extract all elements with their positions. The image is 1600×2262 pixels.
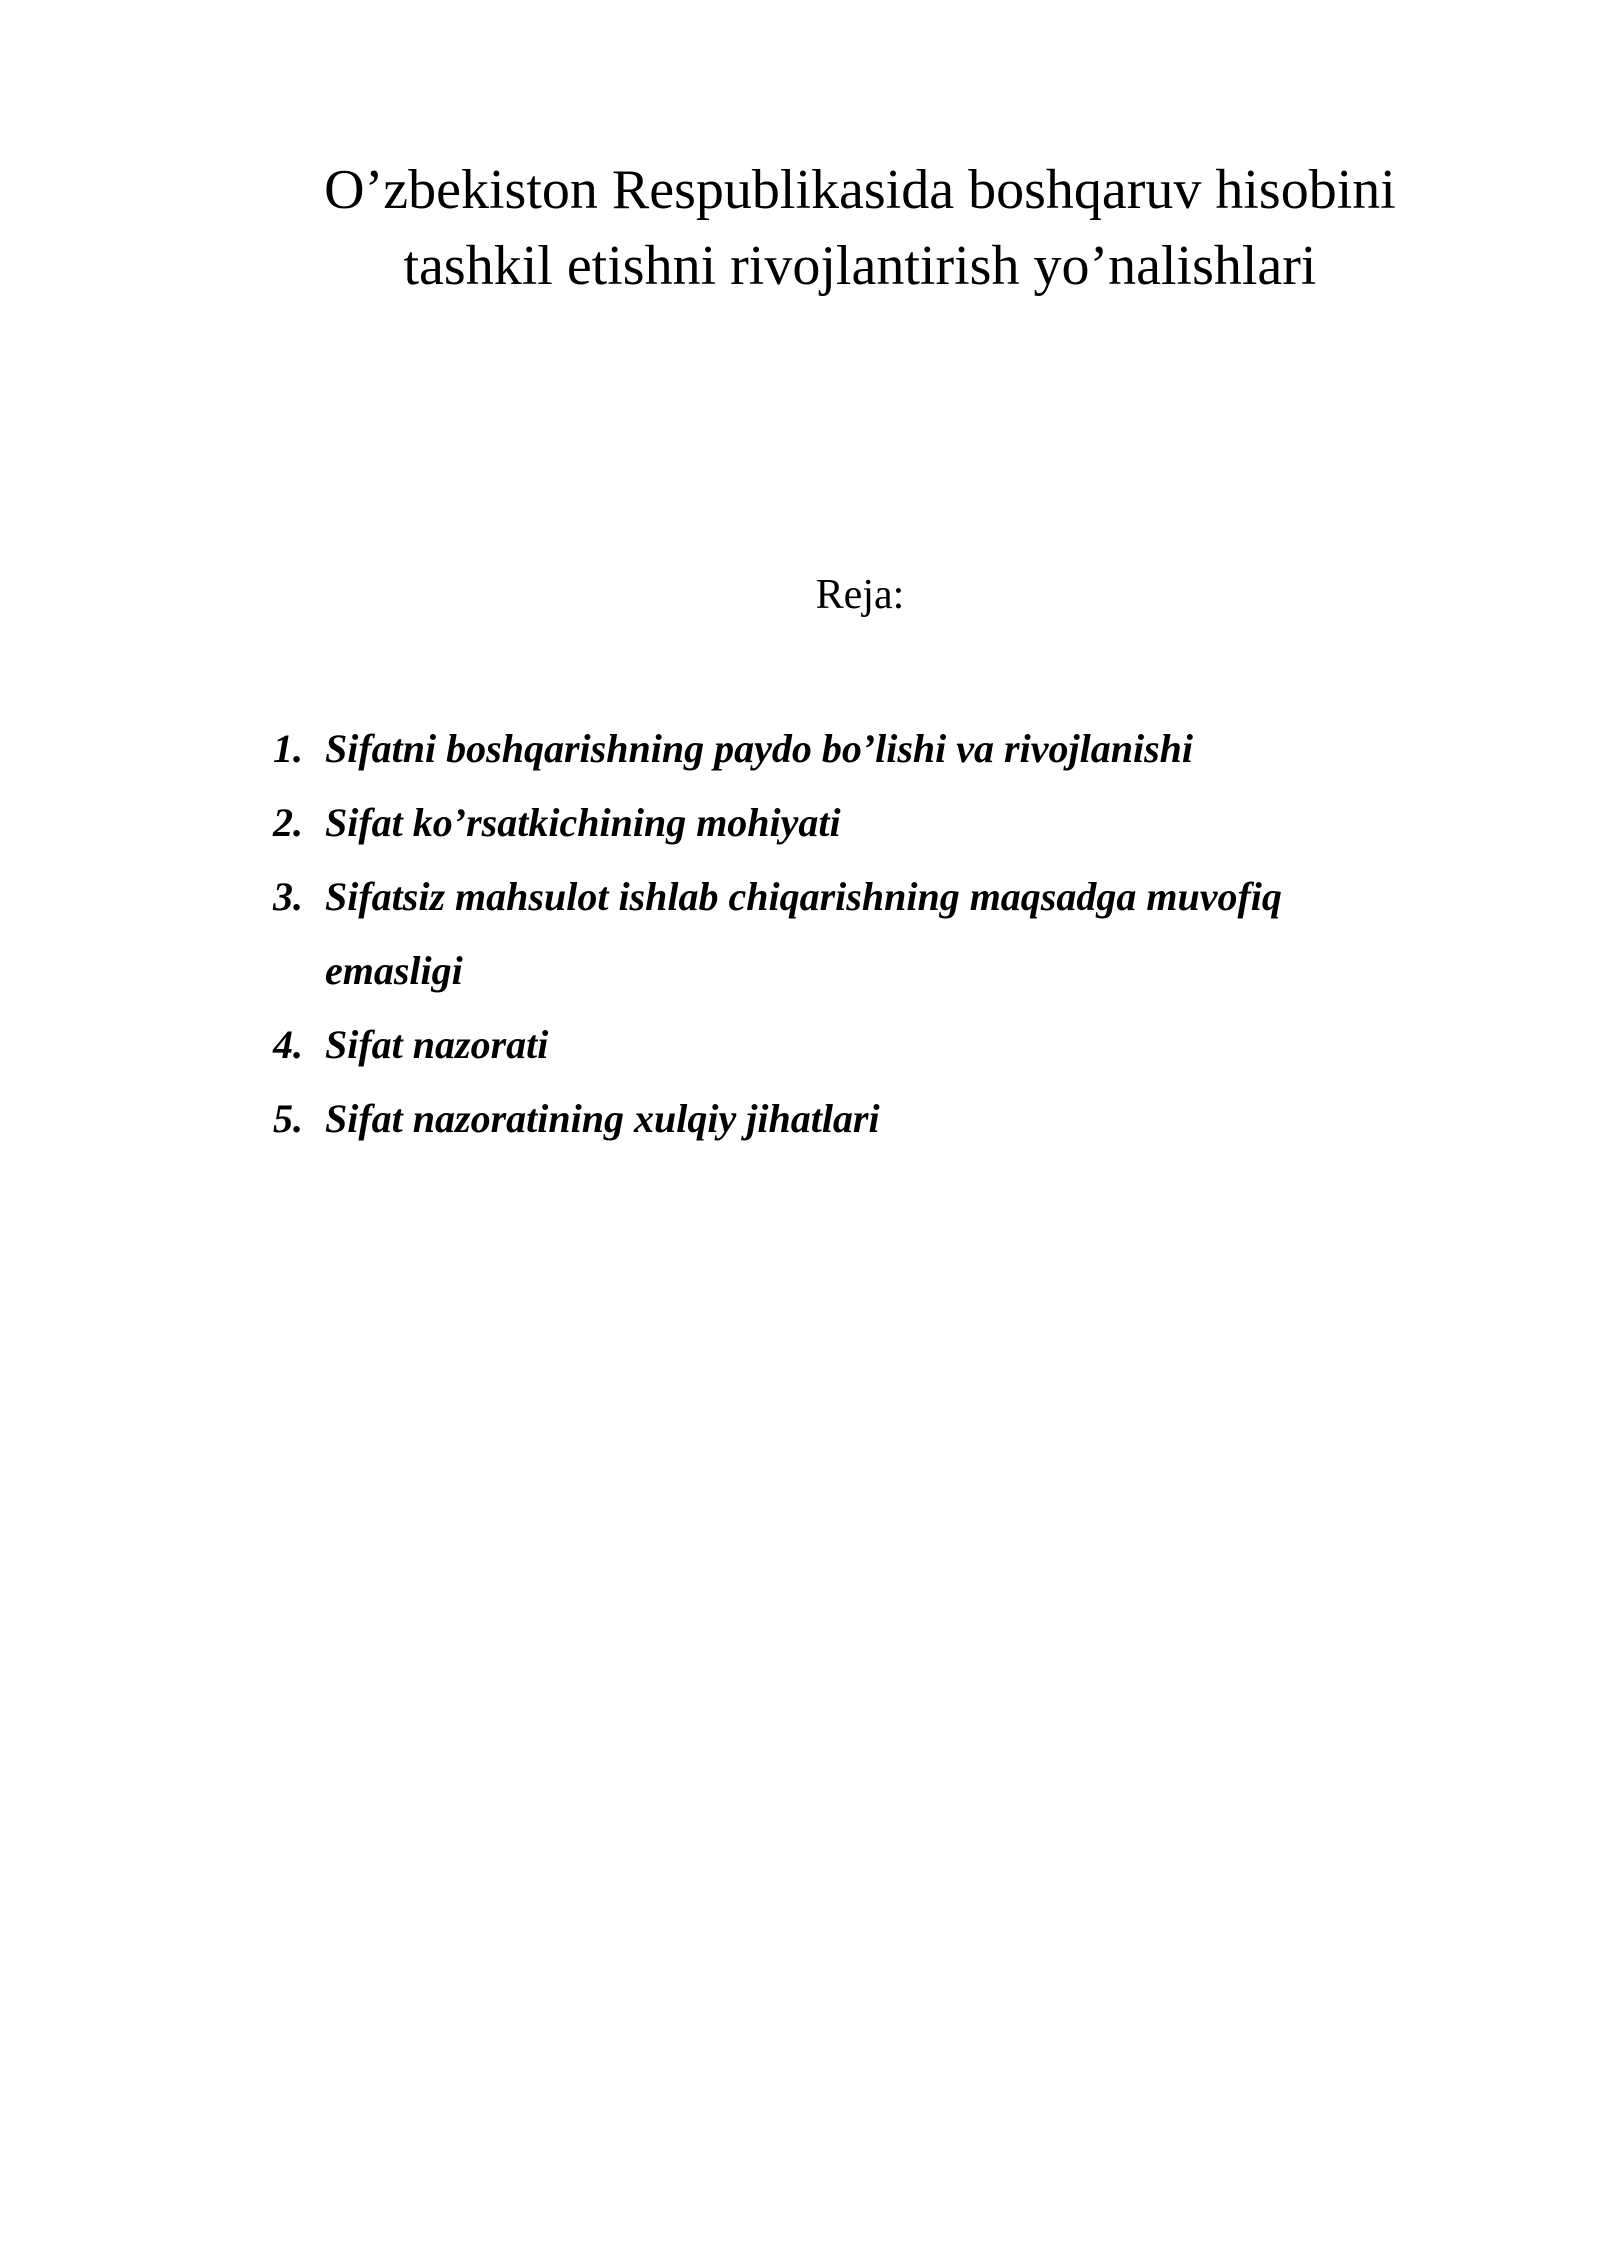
plan-item-text: Sifat nazorati (325, 1022, 549, 1067)
plan-item-text: Sifat ko’rsatkichining mohiyati (325, 800, 841, 845)
document-title-line-2: tashkil etishni rivojlantirish yo’nalishlari (403, 235, 1317, 297)
plan-item-text: Sifatni boshqarishning paydo bo’lishi va rivojlanishi (325, 726, 1193, 771)
plan-item-5 (273, 1082, 1393, 1156)
plan-item-number: 5. (273, 1096, 303, 1141)
plan-item-4 (273, 1008, 1393, 1082)
plan-item-text: Sifat nazoratining xulqiy jihatlari (325, 1096, 880, 1141)
document-title-line-1: O’zbekiston Respublikasida boshqaruv hisobini (324, 159, 1396, 221)
plan-list (273, 712, 1393, 1156)
plan-item-3 (273, 860, 1393, 1008)
plan-heading: Reja: (815, 572, 905, 618)
plan-item-1 (273, 712, 1393, 786)
plan-item-number: 4. (273, 1022, 303, 1067)
plan-item-text: Sifatsiz mahsulot ishlab chiqarishning maqsadga muvofiq emasligi (325, 874, 1282, 993)
plan-item-number: 1. (273, 726, 303, 771)
plan-item-number: 3. (273, 874, 303, 919)
plan-item-2 (273, 786, 1393, 860)
plan-item-number: 2. (273, 800, 303, 845)
document-title (200, 152, 1520, 304)
